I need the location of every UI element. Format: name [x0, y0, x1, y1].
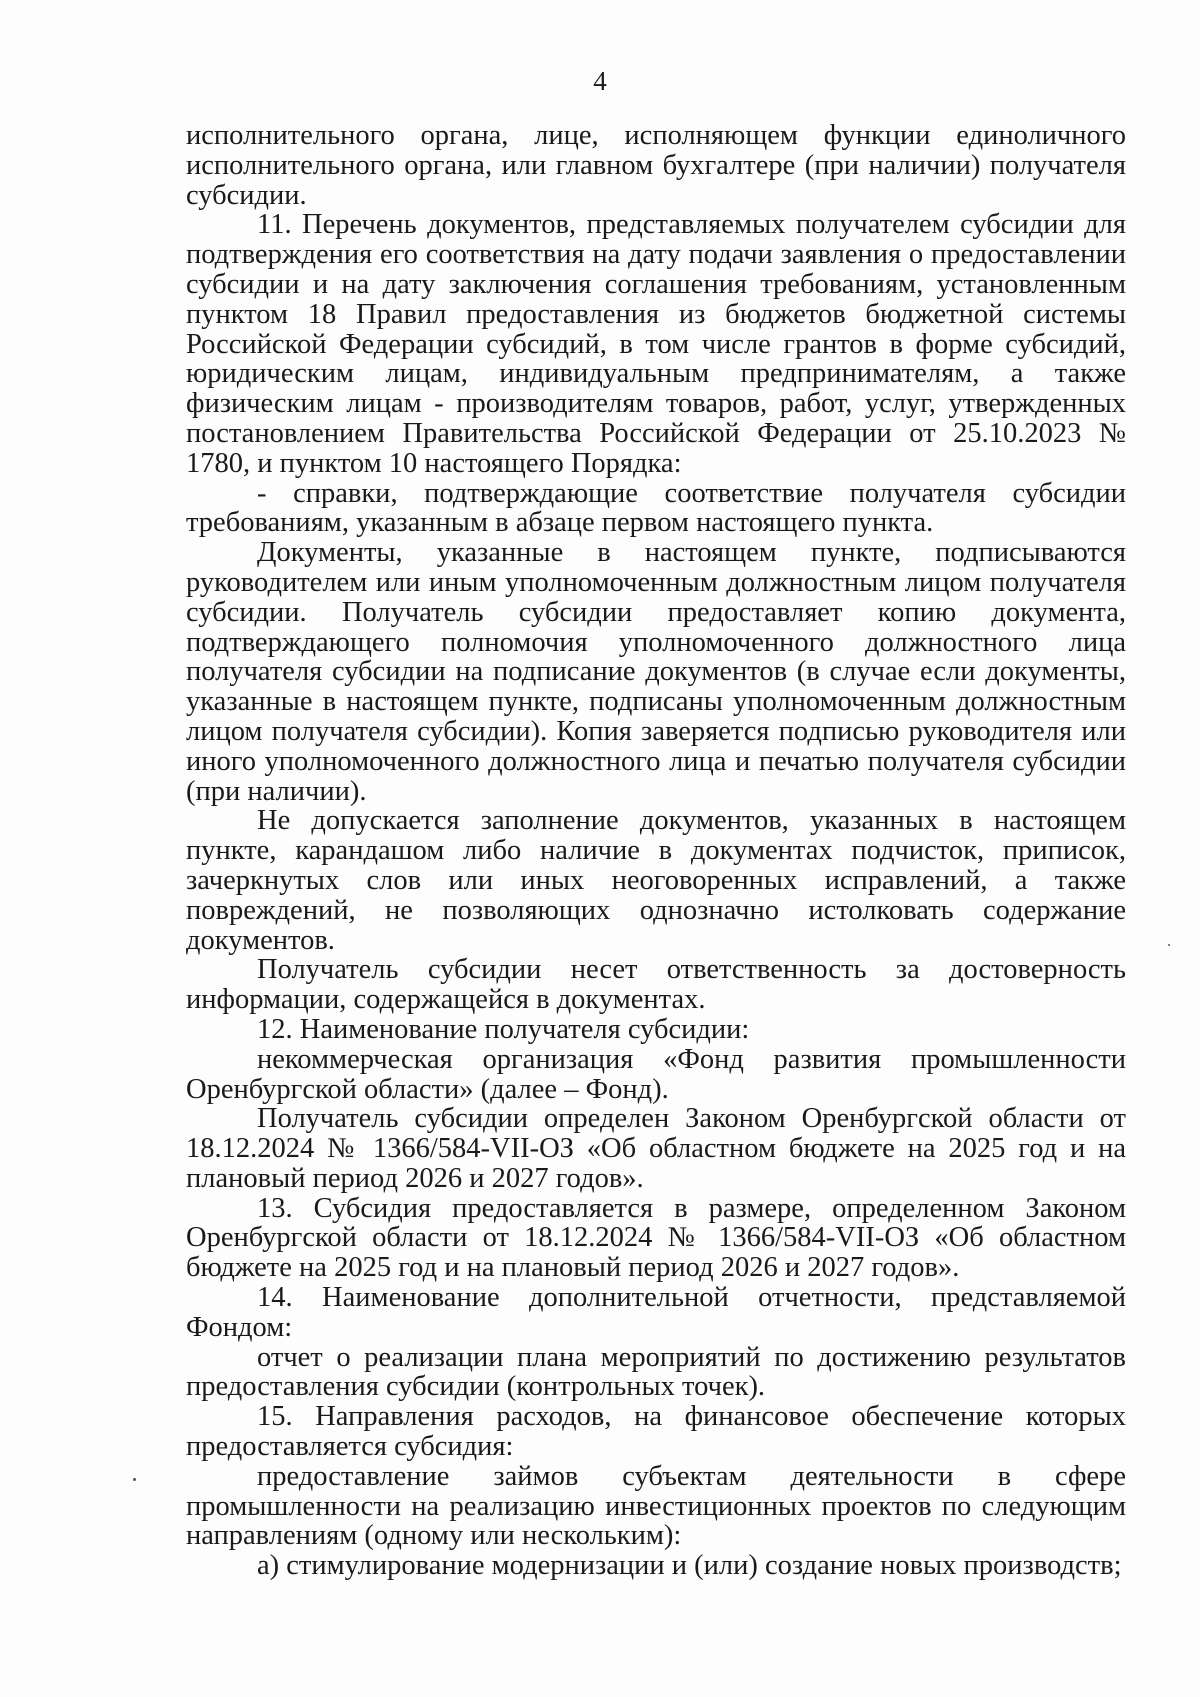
paragraph-item-11-list: - справки, подтверждающие соответствие получателя субсидии требованиям, указанным в абзаце первом настоящего пункта. [186, 477, 1126, 539]
paragraph-report: отчет о реализации плана мероприятий по достижению результатов предоставления субсидии (контрольных точек). [186, 1341, 1126, 1403]
paragraph-item-a: а) стимулирование модернизации и (или) создание новых производств; [257, 1550, 1122, 1582]
paragraph-item-14: 14. Наименование дополнительной отчетности, представляемой Фондом: [186, 1282, 1126, 1343]
paragraph-recipient-name: некоммерческая организация «Фонд развития промышленности Оренбургской области» (далее – Фонд). [186, 1043, 1126, 1105]
paragraph-item-15: 15. Направления расходов, на финансовое обеспечение которых предоставляется субсидия: [186, 1401, 1126, 1463]
paragraph-1: исполнительного органа, лице, исполняющем функции единоличного исполнительного органа, или главном бухгалтере (при наличии) получателя субсидии. [186, 120, 1126, 211]
paragraph-item-13: 13. Субсидия предоставляется в размере, определенном Законом Оренбургской области от 18.12.2024 № 1366/584-VII-ОЗ «Об областном бюджете на 2025 год и на плановый период 2026 и 2027 годов». [186, 1192, 1126, 1284]
paragraph-documents-requirements: Не допускается заполнение документов, указанных в настоящем пункте, карандашом либо наличие в документах подчисток, приписок, зачеркнутых слов или иных неоговоренных исправлений, а также повреждений, не позволяющих однозначно истолковать содержание документов. [186, 805, 1126, 956]
paragraph-item-12: 12. Наименование получателя субсидии: [257, 1013, 750, 1045]
paragraph-documents-signing: Документы, указанные в настоящем пункте, подписываются руководителем или иным уполномоченным должностным лицом получателя субсидии. Получатель субсидии предоставляет копию документа, подтверждающего полномочия уполномоченного должностного лица получателя субсидии на подписание документов (в случае если документы, указанные в настоящем пункте, подписаны уполномоченным должностным лицом получателя субсидии). Копия заверяется подписью руководителя или иного уполномоченного должностного лица и печатью получателя субсидии (при наличии). [186, 537, 1126, 807]
scan-speck [1168, 944, 1170, 946]
document-body [186, 121, 1126, 1581]
page-number: 4 [593, 66, 607, 96]
paragraph-loans: предоставление займов субъектам деятельности в сфере промышленности на реализацию инвестиционных проектов по следующим направлениям (одному или нескольким): [186, 1460, 1126, 1552]
paragraph-responsibility: Получатель субсидии несет ответственность за достоверность информации, содержащейся в документах. [186, 954, 1126, 1016]
paragraph-recipient-law: Получатель субсидии определен Законом Оренбургской области от 18.12.2024 № 1366/584-VII-ОЗ «Об областном бюджете на 2025 год и на плановый период 2026 и 2027 годов». [186, 1103, 1126, 1194]
paragraph-item-11: 11. Перечень документов, представляемых получателем субсидии для подтверждения его соответствия на дату подачи заявления о предоставлении субсидии и на дату заключения соглашения требованиям, установленным пунктом 18 Правил предоставления из бюджетов бюджетной системы Российской Федерации субсидий, в том числе грантов в форме субсидий, юридическим лицам, индивидуальным предпринимателям, а также физическим лицам - производителям товаров, работ, услуг, утвержденных постановлением Правительства Российской Федерации от 25.10.2023 № 1780, и пунктом 10 настоящего Порядка: [186, 209, 1126, 479]
scan-speck [133, 1478, 136, 1481]
